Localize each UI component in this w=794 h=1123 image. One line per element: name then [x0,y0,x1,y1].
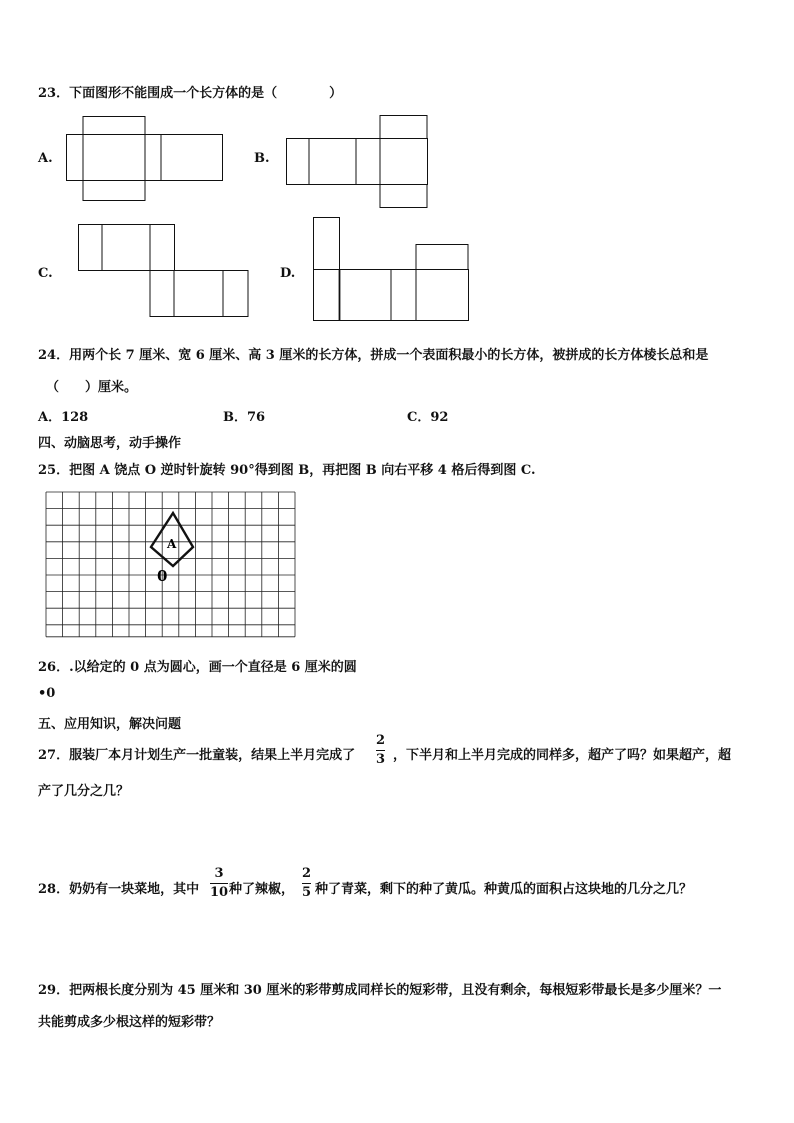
fraction-three-tenths [210,866,228,901]
fraction-numerator: 2 [376,733,386,748]
net-figure-b [286,115,430,209]
fraction-two-thirds [376,733,385,768]
question-24-text: 24．用两个长 7 厘米、宽 6 厘米、高 3 厘米的长方体，拼成一个表面积最小的长方体，被拼成的长方体棱长总和是 [38,348,709,363]
fraction-two-fifths [302,866,311,901]
question-23-text: 23．下面图形不能围成一个长方体的是（ ） [38,86,343,101]
q24-option-c: C．92 [407,410,449,425]
section-5-heading: 五、应用知识，解决问题 [38,717,182,732]
option-c-label: C. [38,266,53,281]
question-25-text: 25．把图 A 饶点 O 逆时针旋转 90°得到图 B，再把图 B 向右平移 4 格后得到图 C. [38,463,536,478]
question-28-text-part1: 28．奶奶有一块菜地，其中 [38,882,200,897]
question-24-blank-line: （ ）厘米。 [46,380,138,395]
center-point-o: •0 [38,686,56,701]
option-a-label: A. [38,151,53,166]
option-b-label: B. [254,151,270,166]
question-27-text-line2: 产了几分之几？ [38,784,130,799]
net-figure-c [78,224,250,318]
question-26-text: 26．.以给定的 0 点为圆心，画一个直径是 6 厘米的圆 [38,660,357,675]
fraction-denominator: 3 [376,752,386,767]
fraction-numerator: 2 [302,866,312,881]
net-figure-a [66,116,224,202]
point-o-label: 0 [157,567,168,585]
q24-option-a: A．128 [38,410,89,425]
q24-option-b: B．76 [223,410,266,425]
question-27-text-part2: ，下半月和上半月完成的同样多，超产了吗？如果超产，超 [393,748,732,763]
question-28-text-part3: 种了青菜，剩下的种了黄瓜。种黄瓜的面积占这块地的几分之几？ [315,882,693,897]
fraction-numerator: 3 [214,866,224,881]
question-29-text: 29．把两根长度分别为 45 厘米和 30 厘米的彩带剪成同样长的短彩带，且没有剩余，每根短彩带最长是多少厘米？一 [38,983,722,998]
fraction-denominator: 10 [210,885,229,900]
question-27-text-part1: 27．服装厂本月计划生产一批童装，结果上半月完成了 [38,748,356,763]
fraction-denominator: 5 [302,885,312,900]
question-29-text-line2: 共能剪成多少根这样的短彩带？ [38,1015,221,1030]
shape-a-label: A [167,537,177,551]
q25-grid [45,491,301,639]
option-d-label: D. [280,266,296,281]
net-figure-d [313,217,471,323]
question-28-text-part2: 种了辣椒， [229,882,295,897]
section-4-heading: 四、动脑思考，动手操作 [38,436,182,451]
